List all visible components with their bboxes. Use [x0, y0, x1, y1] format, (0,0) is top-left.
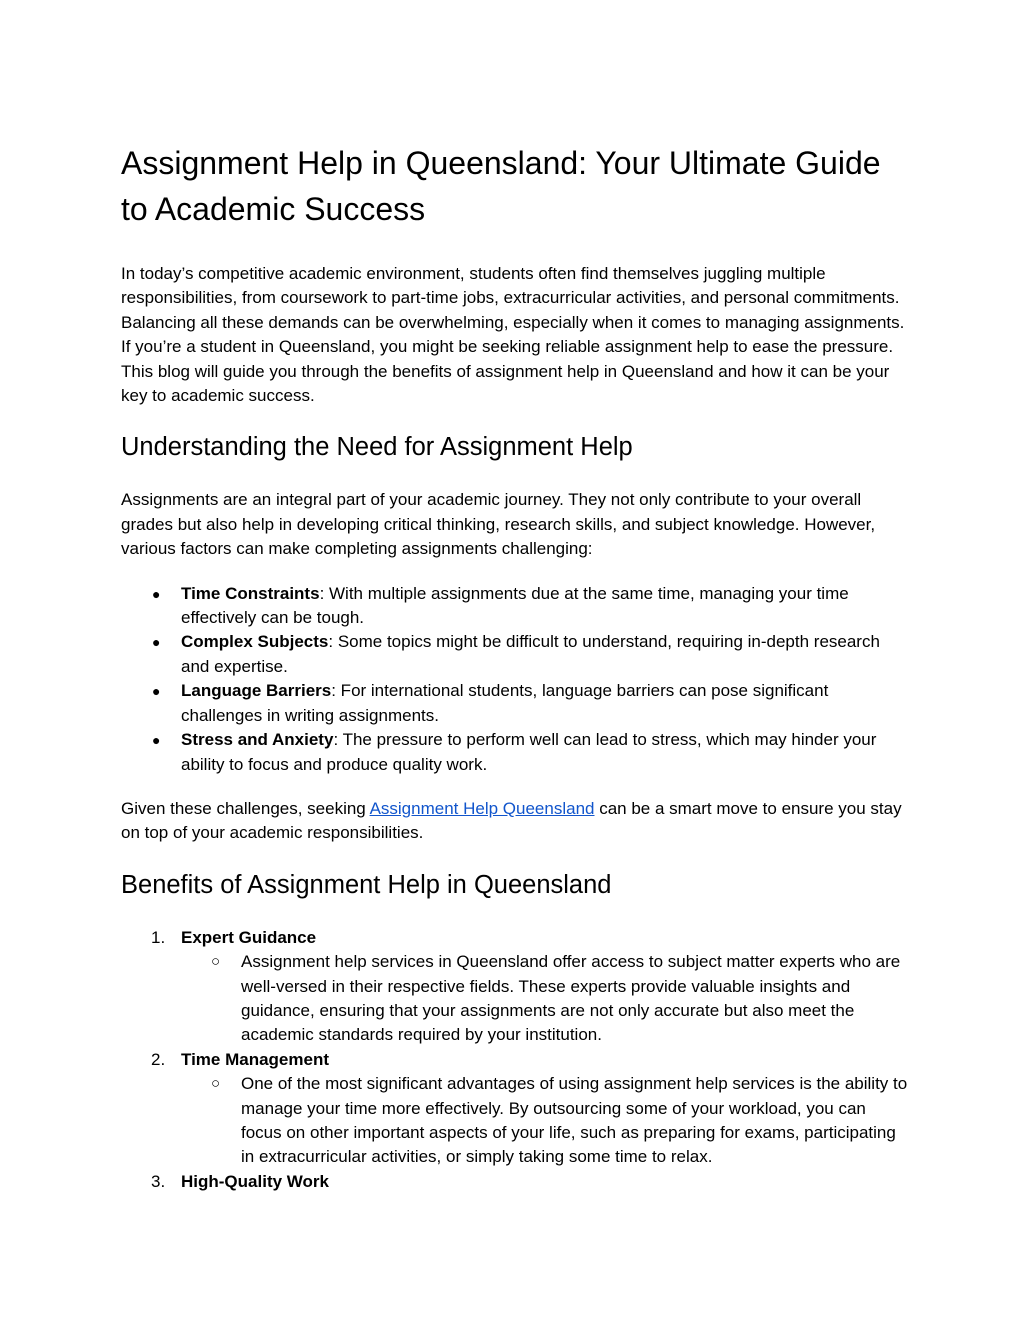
- assignment-help-queensland-link[interactable]: Assignment Help Queensland: [369, 798, 595, 818]
- list-number: 3.: [151, 1171, 166, 1191]
- list-item: [121, 679, 911, 728]
- closing-text-before: Given these challenges, seeking: [121, 798, 370, 818]
- list-item: [181, 950, 911, 1048]
- list-item-text: : With multiple assignments due at the same time, managing your time effectively can be tough.: [181, 583, 849, 628]
- section-need-paragraph: Assignments are an integral part of your academic journey. They not only contribute to your overall grades but also help in developing critical thinking, research skills, and subject knowledge. However, various factors can make completing assignments challenging:: [121, 490, 876, 559]
- list-item-text: : The pressure to perform well can lead to stress, which may hinder your ability to focus and produce quality work.: [181, 730, 877, 774]
- bullet-icon: ●: [152, 732, 161, 749]
- list-item-text: : Some topics might be difficult to understand, requiring in-depth research and expertise.: [181, 632, 880, 676]
- bullet-icon: ●: [152, 634, 161, 651]
- list-item: [181, 1072, 911, 1170]
- list-item-term: Time Constraints: [181, 583, 320, 603]
- circle-bullet-icon: ○: [211, 953, 221, 971]
- list-item: [121, 1048, 911, 1170]
- list-item: [121, 728, 911, 777]
- benefit-title: Time Management: [181, 1049, 330, 1069]
- benefits-list: [121, 926, 911, 1194]
- section-heading-need: Understanding the Need for Assignment Help: [121, 433, 633, 462]
- benefit-sublist: [181, 1072, 911, 1170]
- circle-bullet-icon: ○: [211, 1075, 221, 1093]
- benefit-detail: Assignment help services in Queensland offer access to subject matter experts who are well-versed in their respective fields. These experts provide valuable insights and guidance, ensuring that your assignments are not only accurate but also meet the academic standards required by your institution.: [241, 952, 901, 1045]
- intro-paragraph: In today’s competitive academic environment, students often find themselves juggling multiple responsibilities, from coursework to part-time jobs, extracurricular activities, and personal commitments. Balancing all these demands can be overwhelming, especially when it comes to managing assignments. If you’re a student in Queensland, you might be seeking reliable assignment help to ease the pressure. This blog will guide you through the benefits of assignment help in Queensland and how it can be your key to academic success.: [121, 264, 905, 406]
- list-item: [121, 630, 911, 679]
- closing-text-after: can be a smart move to ensure you stay on top of your academic responsibilities.: [121, 798, 902, 843]
- benefit-sublist: [181, 950, 911, 1048]
- page-title: Assignment Help in Queensland: Your Ultimate Guide to Academic Success: [121, 145, 881, 227]
- challenges-list: [121, 582, 911, 777]
- list-item: [121, 1170, 911, 1194]
- list-item-text: : For international students, language barriers can pose significant challenges in writing assignments.: [181, 681, 829, 725]
- list-number: 1.: [151, 927, 166, 947]
- section-heading-benefits: Benefits of Assignment Help in Queensland: [121, 870, 612, 899]
- document-page: [121, 140, 911, 1194]
- list-item-term: Language Barriers: [181, 681, 332, 701]
- benefit-detail: One of the most significant advantages of using assignment help services is the ability to manage your time more effectively. By outsourcing some of your workload, you can focus on other important aspects of your life, such as preparing for exams, participating in extracurricular activities, or simply taking some time to relax.: [241, 1074, 908, 1167]
- bullet-icon: ●: [152, 585, 161, 602]
- closing-paragraph: [121, 797, 911, 846]
- benefit-title: High-Quality Work: [181, 1171, 329, 1191]
- bullet-icon: ●: [152, 683, 161, 700]
- list-item: [121, 926, 911, 1048]
- list-item: [121, 582, 911, 631]
- list-item-term: Stress and Anxiety: [181, 730, 334, 750]
- benefit-title: Expert Guidance: [181, 927, 317, 947]
- list-item-term: Complex Subjects: [181, 632, 329, 652]
- list-number: 2.: [151, 1049, 166, 1069]
